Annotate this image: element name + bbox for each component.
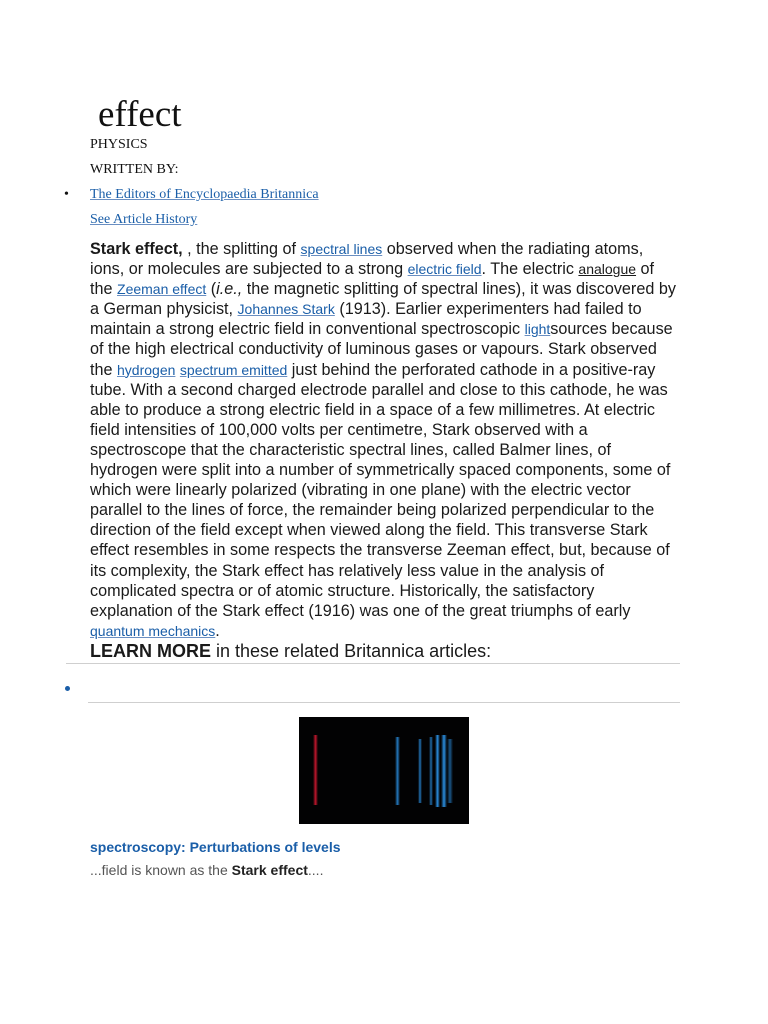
related-snippet [90, 862, 323, 879]
body-text: (1913). Earlier experimenters had failed to maintain a strong electric field in conventional spectroscopic [90, 300, 642, 339]
author-link[interactable]: The Editors of Encyclopaedia Britannica [90, 187, 319, 202]
divider [88, 702, 680, 703]
link-spectral-lines[interactable]: spectral lines [300, 241, 383, 257]
body-text: just behind the perforated cathode in a positive-ray tube. With a second charged electrode parallel and close to this cathode, he was able to produce a strong electric field in a space of a few millimetres. At electric field intensities of 100,000 volts per centimetre, Stark observed with a spectroscope that the characteristic spectral lines, called Balmer lines, of hydrogen were split into a number of symmetrically spaced components, some of which were linearly polarized (vibrating in one plane) with the electric vector parallel to the lines of force, the remainder being polarized perpendicular to the direction of the field except when viewed along the field. This transverse Stark effect resembles in some respects the transverse Zeeman effect, but, because of its complexity, the Stark effect has relatively less value in the analysis of complicated spectra or of atomic structure. Historically, the satisfactory explanation of the Stark effect (1916) was one of the great triumphs of early [90, 360, 671, 620]
link-analogue[interactable]: analogue [578, 261, 637, 278]
red-spectral-line [313, 735, 318, 805]
body-text: sources because of the high electrical conductivity of luminous gases or vapours. Stark observed the [90, 320, 673, 379]
divider [66, 663, 680, 664]
link-quantum-mechanics[interactable]: quantum mechanics [90, 622, 216, 639]
blue-spectral-line [418, 739, 422, 803]
blue-spectral-line [447, 739, 453, 803]
link-spectrum-emitted[interactable]: spectrum emitted [179, 361, 288, 378]
blue-spectral-line [441, 735, 447, 807]
article-title: effect [98, 94, 182, 135]
written-by-label: WRITTEN BY: [90, 162, 179, 177]
link-electric-field[interactable]: electric field [407, 261, 482, 278]
blue-spectral-line [395, 737, 400, 805]
learn-more-heading [90, 640, 491, 662]
learn-more-bold: LEARN MORE [90, 641, 211, 661]
snippet-text: ...field is known as the [90, 862, 232, 878]
body-text: . The electric [481, 260, 579, 279]
body-text: observed when the radiating atoms, ions, or molecules are subjected to a strong [90, 240, 644, 279]
bullet-icon: • [64, 187, 69, 202]
body-text: ( [206, 280, 217, 299]
body-text: of the [90, 260, 655, 299]
learn-more-text: in these related Britannica articles: [211, 641, 492, 661]
snippet-text: .... [307, 862, 324, 878]
spectrum-thumbnail[interactable] [299, 717, 469, 824]
link-light[interactable]: light [524, 321, 551, 338]
section-label: PHYSICS [90, 137, 148, 152]
article-body [90, 239, 680, 641]
link-johannes-stark[interactable]: Johannes Stark [237, 301, 335, 318]
body-text: the magnetic splitting of spectral lines), it was discovered by a German physicist, [90, 280, 676, 319]
body-text: , the splitting of [182, 240, 301, 258]
blue-spectral-line [435, 735, 440, 807]
article-history-link[interactable]: See Article History [90, 212, 198, 227]
spectrum-image [299, 717, 469, 824]
snippet-bold: Stark effect [231, 862, 308, 878]
body-text: . [215, 621, 220, 640]
link-zeeman-effect[interactable]: Zeeman effect [117, 281, 207, 298]
link-hydrogen[interactable]: hydrogen [117, 361, 176, 378]
blue-spectral-line [429, 737, 433, 805]
ie-abbreviation: i.e., [216, 280, 243, 299]
bullet-icon [65, 686, 70, 691]
term-heading: Stark effect, [90, 240, 183, 258]
related-article-link[interactable]: spectroscopy: Perturbations of levels [90, 839, 341, 855]
